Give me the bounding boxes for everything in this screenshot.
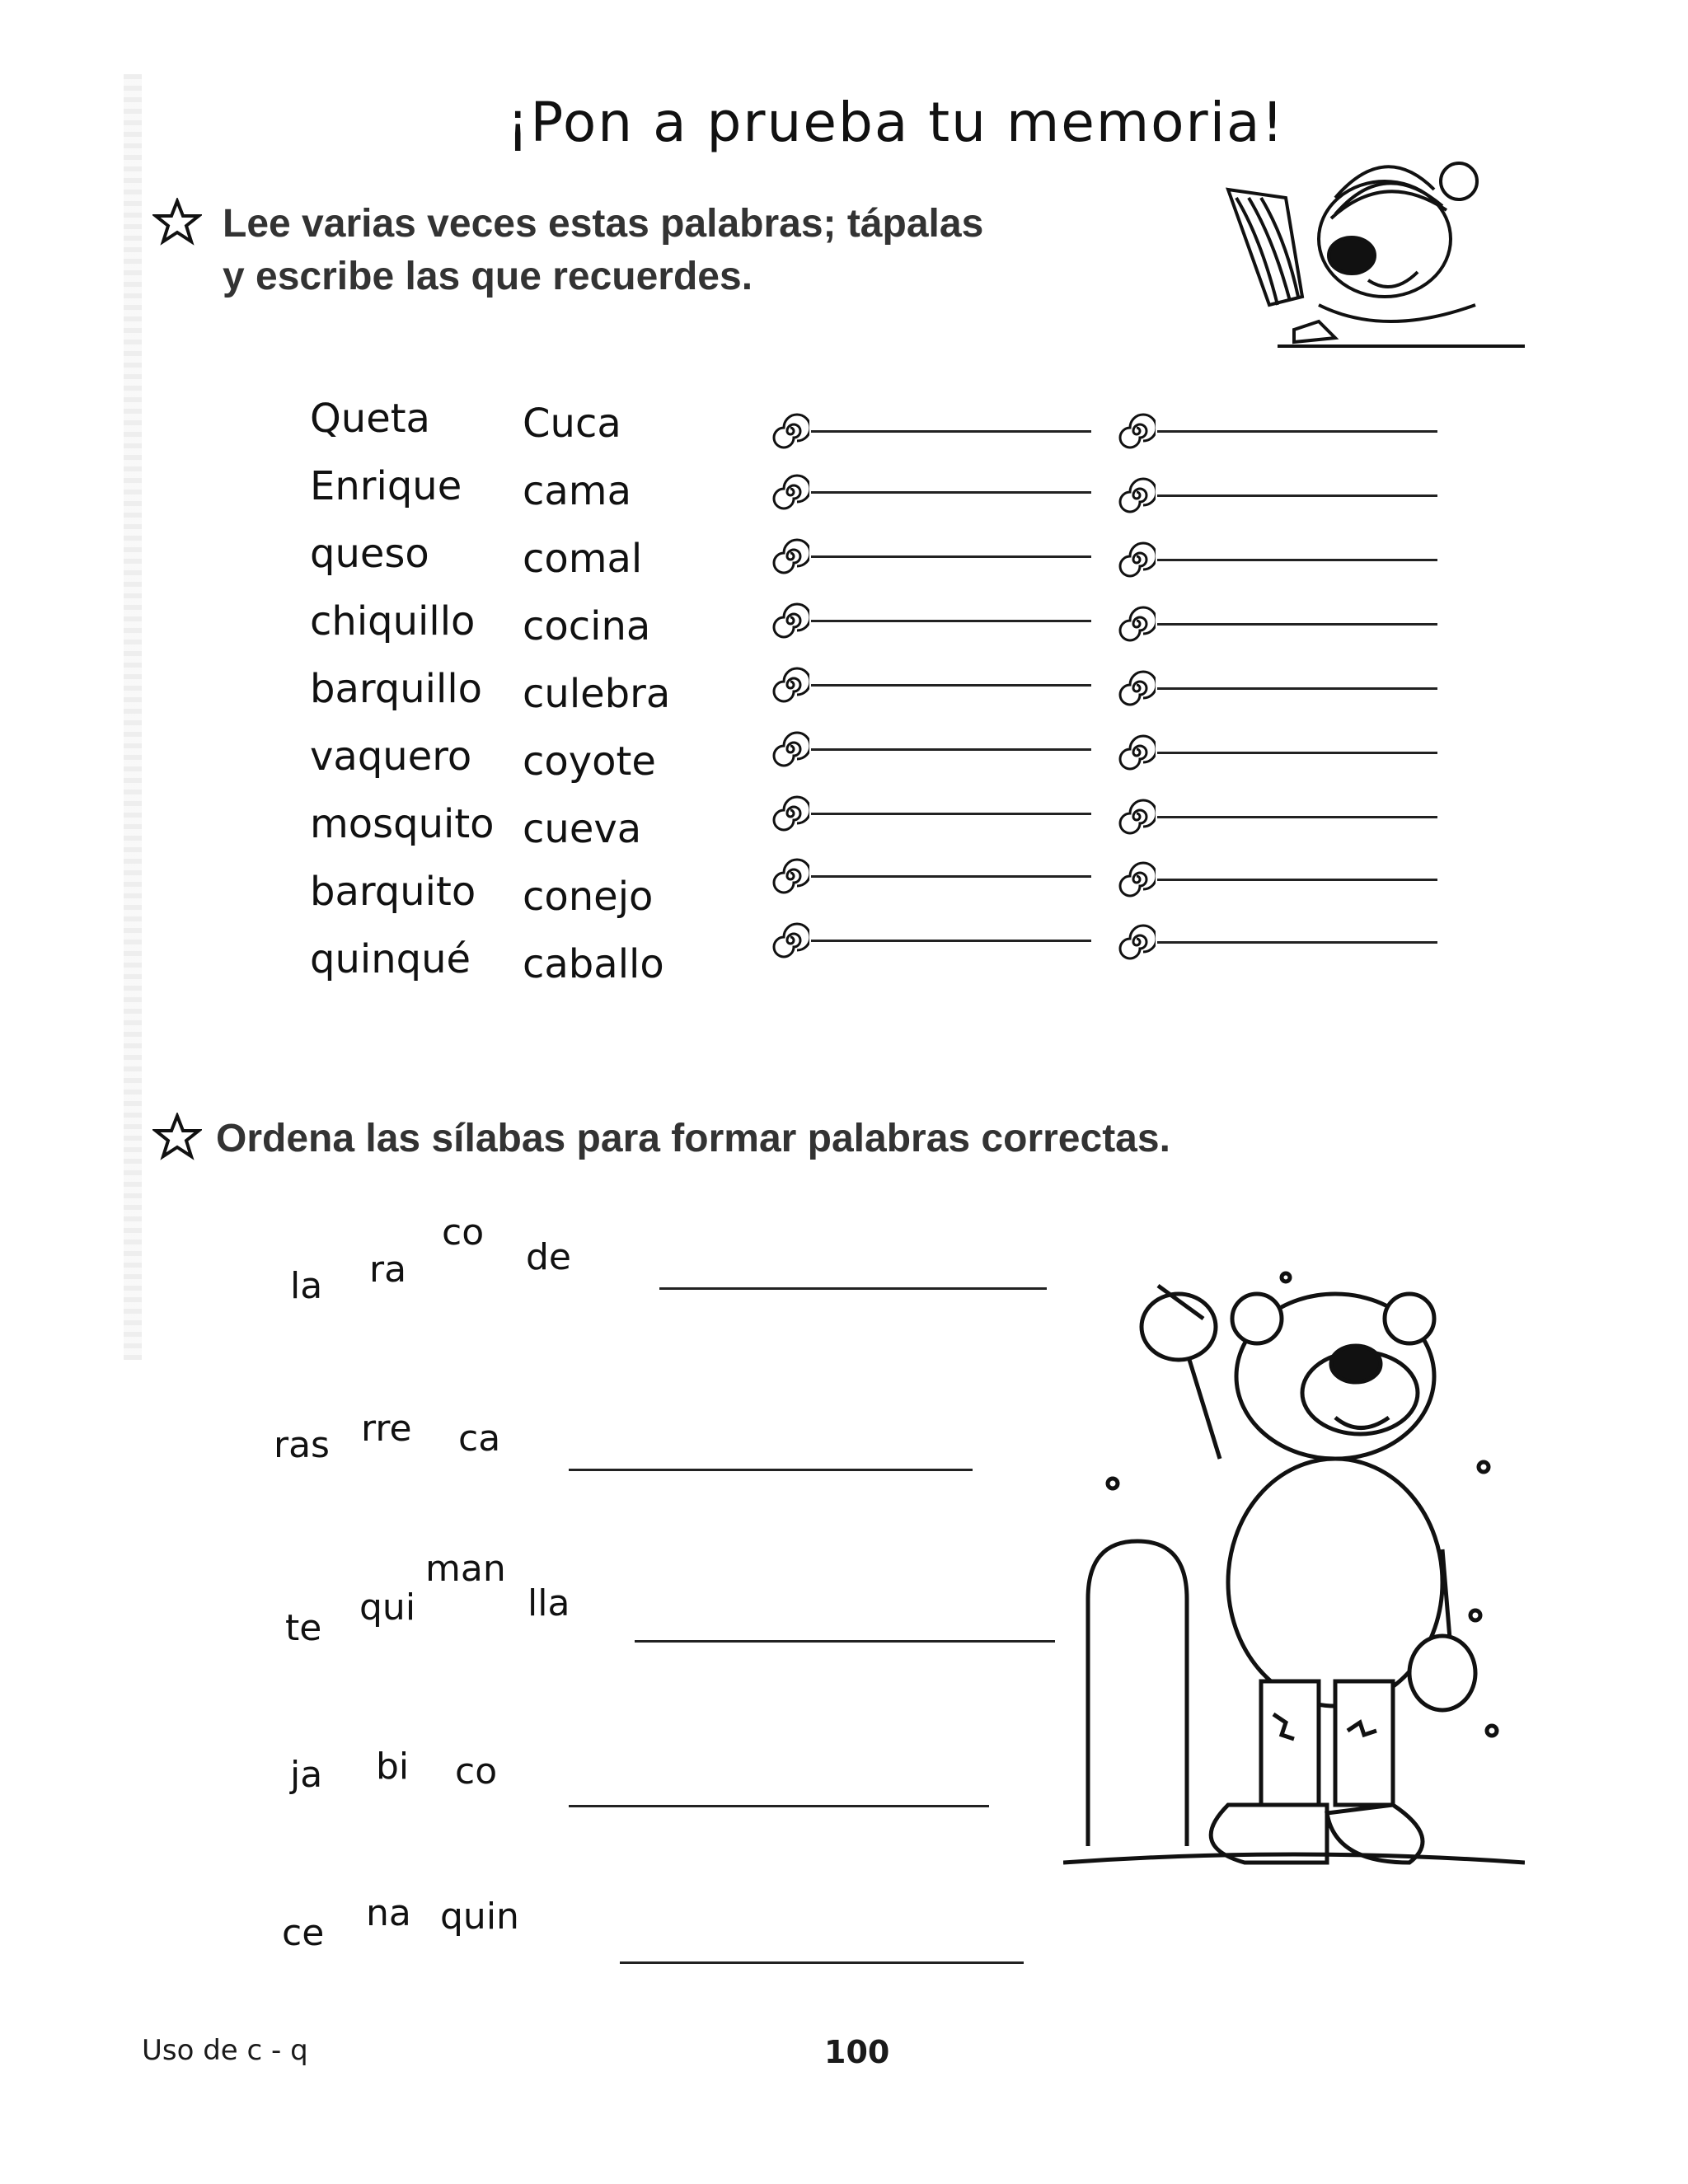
syllable: ca — [458, 1418, 501, 1460]
word-c2-8: conejo — [523, 874, 654, 920]
star-icon — [152, 1113, 202, 1162]
spiral-icon — [771, 921, 809, 959]
bear-with-scarf-illustration — [1212, 140, 1541, 354]
word-c2-1: Cuca — [523, 401, 621, 447]
answer-line[interactable] — [1157, 430, 1437, 433]
answer-line[interactable] — [569, 1805, 989, 1807]
answer-line[interactable] — [1157, 752, 1437, 754]
answer-line[interactable] — [659, 1287, 1047, 1290]
spiral-icon — [771, 537, 809, 575]
spiral-icon — [771, 602, 809, 640]
spiral-icon — [1118, 798, 1156, 836]
answer-line[interactable] — [1157, 687, 1437, 690]
syllable: na — [366, 1892, 411, 1934]
answer-line[interactable] — [635, 1640, 1055, 1643]
spiral-icon — [1118, 669, 1156, 707]
syllable: lla — [528, 1582, 570, 1624]
answer-line[interactable] — [1157, 879, 1437, 881]
syllable: te — [285, 1607, 322, 1649]
word-c2-7: cueva — [523, 806, 642, 852]
syllable: rre — [361, 1408, 412, 1450]
answer-line[interactable] — [569, 1469, 973, 1471]
syllable: ras — [274, 1424, 330, 1466]
syllable: bi — [376, 1746, 410, 1788]
answer-line[interactable] — [811, 748, 1091, 751]
spiral-icon — [771, 794, 809, 832]
syllable: quin — [440, 1896, 519, 1938]
spiral-icon — [1118, 605, 1156, 643]
word-c1-1: Queta — [310, 396, 430, 442]
word-c2-4: cocina — [523, 603, 651, 649]
answer-line[interactable] — [811, 875, 1091, 878]
spiral-icon — [1118, 476, 1156, 514]
answer-line[interactable] — [811, 813, 1091, 815]
spiral-icon — [771, 412, 809, 450]
syllable: co — [442, 1212, 485, 1254]
answer-line[interactable] — [1157, 816, 1437, 818]
word-c1-8: barquito — [310, 869, 476, 915]
word-c1-2: Enrique — [310, 463, 462, 509]
spiral-icon — [1118, 541, 1156, 579]
spiral-icon — [1118, 923, 1156, 961]
syllable: ja — [290, 1754, 323, 1796]
spiral-icon — [1118, 733, 1156, 771]
bear-with-snowboard-illustration — [1063, 1269, 1525, 1896]
page-title: ¡Pon a prueba tu memoria! — [507, 91, 1285, 154]
answer-line[interactable] — [1157, 941, 1437, 944]
spiral-icon — [1118, 412, 1156, 450]
word-c2-5: culebra — [523, 671, 671, 717]
answer-line[interactable] — [1157, 559, 1437, 561]
scan-edge — [124, 74, 142, 1360]
spiral-icon — [771, 857, 809, 895]
spiral-icon — [771, 730, 809, 768]
answer-line[interactable] — [1157, 623, 1437, 626]
word-c1-9: quinqué — [310, 936, 471, 982]
syllable: la — [290, 1265, 323, 1307]
word-c1-7: mosquito — [310, 801, 495, 847]
answer-line[interactable] — [811, 620, 1091, 622]
syllable: ra — [369, 1249, 407, 1291]
word-c1-5: barquillo — [310, 666, 483, 712]
exercise1-instruction-line1: Lee varias veces estas palabras; tápalas — [223, 202, 984, 246]
exercise2-instruction: Ordena las sílabas para formar palabras correctas. — [216, 1117, 1170, 1160]
spiral-icon — [1118, 860, 1156, 898]
word-c1-3: queso — [310, 531, 429, 577]
spiral-icon — [771, 473, 809, 511]
syllable: ce — [282, 1912, 325, 1954]
footer-topic: Uso de c - q — [142, 2034, 308, 2067]
answer-line[interactable] — [1157, 494, 1437, 497]
syllable: de — [526, 1236, 571, 1278]
word-c2-6: coyote — [523, 738, 656, 785]
word-c2-3: comal — [523, 536, 643, 582]
star-icon — [152, 198, 202, 247]
word-c2-9: caballo — [523, 941, 664, 987]
answer-line[interactable] — [811, 491, 1091, 494]
spiral-icon — [771, 666, 809, 704]
exercise1-instruction-line2: y escribe las que recuerdes. — [223, 255, 753, 298]
word-c2-2: cama — [523, 468, 631, 514]
syllable: co — [455, 1750, 498, 1793]
answer-line[interactable] — [620, 1961, 1024, 1964]
syllable: qui — [359, 1586, 416, 1629]
answer-line[interactable] — [811, 430, 1091, 433]
syllable: man — [425, 1548, 506, 1590]
answer-line[interactable] — [811, 940, 1091, 942]
answer-line[interactable] — [811, 555, 1091, 558]
word-c1-6: vaquero — [310, 733, 472, 780]
answer-line[interactable] — [811, 684, 1091, 687]
page-number: 100 — [824, 2034, 890, 2070]
word-c1-4: chiquillo — [310, 598, 476, 644]
